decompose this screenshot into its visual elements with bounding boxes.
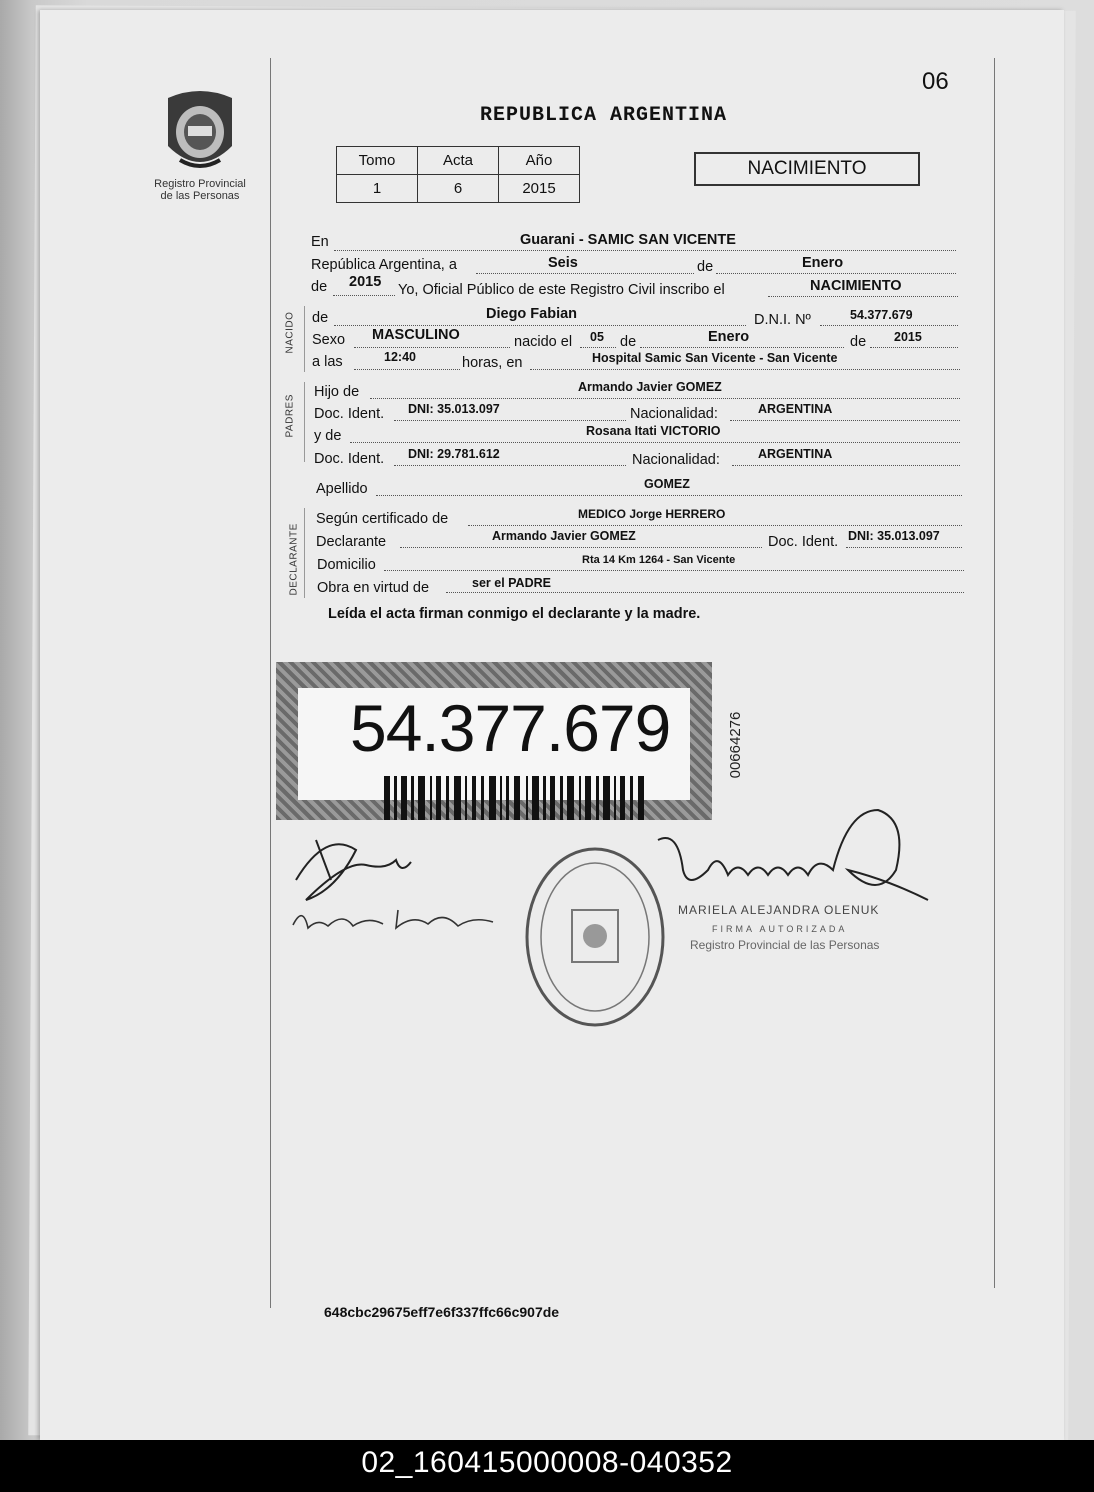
value-mes-nac: Enero — [708, 329, 750, 345]
dotted-line — [468, 525, 962, 526]
value-lugar: Guarani - SAMIC SAN VICENTE — [520, 232, 736, 248]
value-dia-nac: 05 — [590, 330, 604, 344]
label-doc-ident-3: Doc. Ident. — [768, 534, 839, 550]
label-nacionalidad-2: Nacionalidad: — [632, 452, 720, 468]
page-number: 06 — [922, 68, 949, 95]
side-label-padres: PADRES — [284, 394, 296, 438]
dotted-line — [334, 325, 746, 326]
value-anio-nac: 2015 — [894, 330, 922, 344]
label-apellido: Apellido — [316, 481, 368, 497]
label-a-las: a las — [312, 354, 343, 370]
dotted-line — [768, 296, 958, 297]
left-margin-line — [270, 58, 271, 1308]
value-hora: 12:40 — [384, 350, 416, 364]
label-de-mes: de — [697, 259, 714, 275]
label-domicilio: Domicilio — [317, 557, 376, 573]
tomo-header: Tomo — [337, 147, 418, 175]
value-nombre: Diego Fabian — [486, 306, 578, 322]
label-y-de: y de — [314, 428, 342, 444]
label-doc-ident-2: Doc. Ident. — [314, 451, 385, 467]
value-anio: 2015 — [349, 274, 382, 290]
value-madre-nac: ARGENTINA — [758, 447, 833, 461]
value-domicilio: Rta 14 Km 1264 - San Vicente — [582, 554, 736, 566]
acta-type-box: NACIMIENTO — [694, 152, 920, 186]
label-doc-ident-1: Doc. Ident. — [314, 406, 385, 422]
tomo-value: 1 — [337, 175, 418, 203]
label-oficial: Yo, Oficial Público de este Registro Civil inscribo el — [398, 282, 725, 298]
official-office: Registro Provincial de las Personas — [690, 938, 880, 952]
label-de-2: de — [620, 334, 637, 350]
value-madre: Rosana Itati VICTORIO — [586, 424, 721, 438]
closing-statement: Leída el acta firman conmigo el declarante y la madre. — [328, 606, 701, 622]
value-apellido: GOMEZ — [644, 477, 690, 491]
official-role: FIRMA AUTORIZADA — [712, 924, 848, 934]
section-line-padres — [304, 382, 305, 462]
dotted-line — [530, 369, 960, 370]
dotted-line — [446, 592, 964, 593]
dotted-line — [870, 347, 958, 348]
label-nacionalidad-1: Nacionalidad: — [630, 406, 718, 422]
dotted-line — [354, 347, 510, 348]
value-declarante-doc: DNI: 35.013.097 — [848, 529, 940, 543]
dotted-line — [333, 295, 395, 296]
value-padre-doc: DNI: 35.013.097 — [408, 402, 500, 416]
acta-header: Acta — [418, 147, 499, 175]
side-label-nacido: NACIDO — [284, 311, 296, 354]
logo-caption: Registro Provincial de las Personas — [154, 178, 246, 202]
label-republica: República Argentina, a — [311, 257, 457, 273]
dotted-line — [640, 347, 844, 348]
coat-of-arms-icon — [160, 86, 240, 178]
sticker-number: 54.377.679 — [350, 691, 671, 765]
value-padre: Armando Javier GOMEZ — [578, 380, 722, 394]
value-declarante: Armando Javier GOMEZ — [492, 529, 636, 543]
dotted-line — [732, 465, 960, 466]
label-sexo: Sexo — [312, 332, 346, 348]
svg-text:00664276: 00664276 — [726, 711, 744, 779]
dotted-line — [400, 547, 762, 548]
label-de-nombre: de — [312, 310, 329, 326]
value-mes: Enero — [802, 255, 844, 271]
value-dni: 54.377.679 — [850, 308, 913, 322]
mother-signature-icon — [288, 900, 508, 940]
section-line-declarante — [304, 508, 305, 598]
label-nacido: nacido el — [514, 334, 573, 350]
label-obra: Obra en virtud de — [317, 580, 430, 596]
value-dia-letras: Seis — [548, 255, 578, 271]
id-sticker — [276, 662, 712, 820]
dotted-line — [384, 570, 964, 571]
value-padre-nac: ARGENTINA — [758, 402, 833, 416]
official-signature-icon — [648, 800, 938, 910]
label-horas: horas, en — [462, 355, 523, 371]
document-hash: 648cbc29675eff7e6f337ffc66c907de — [324, 1304, 560, 1320]
dotted-line — [716, 273, 956, 274]
dotted-line — [580, 347, 616, 348]
record-table — [336, 146, 580, 203]
value-lugar-nac: Hospital Samic San Vicente - San Vicente — [592, 351, 838, 365]
barcode-icon — [384, 776, 646, 820]
official-name: MARIELA ALEJANDRA OLENUK — [678, 903, 880, 917]
acta-value: 6 — [418, 175, 499, 203]
label-segun: Según certificado de — [316, 511, 449, 527]
value-certificado: MEDICO Jorge HERRERO — [578, 507, 726, 521]
dotted-line — [820, 325, 958, 326]
label-de-year: de — [311, 279, 328, 295]
footer-id: 02_160415000008-040352 — [361, 1446, 733, 1479]
label-hijo-de: Hijo de — [314, 384, 360, 400]
label-en: En — [311, 234, 329, 250]
dotted-line — [334, 250, 956, 251]
document-title: REPUBLICA ARGENTINA — [480, 104, 728, 127]
section-line-nacido — [304, 306, 305, 372]
value-sexo: MASCULINO — [372, 327, 460, 343]
dotted-line — [376, 495, 962, 496]
value-tipo: NACIMIENTO — [810, 278, 902, 294]
side-label-declarante: DECLARANTE — [288, 523, 300, 596]
dotted-line — [846, 547, 962, 548]
dotted-line — [350, 442, 960, 443]
serial-number — [712, 700, 752, 790]
dotted-line — [476, 273, 694, 274]
label-declarante: Declarante — [316, 534, 387, 550]
dotted-line — [394, 420, 626, 421]
dotted-line — [354, 369, 460, 370]
anio-header: Año — [499, 147, 580, 175]
dotted-line — [394, 465, 626, 466]
right-margin-line — [994, 58, 995, 1288]
value-madre-doc: DNI: 29.781.612 — [408, 447, 500, 461]
anio-value: 2015 — [499, 175, 580, 203]
dotted-line — [370, 398, 960, 399]
footer-bar — [0, 1440, 1094, 1492]
label-de-3: de — [850, 334, 867, 350]
value-obra: ser el PADRE — [472, 576, 551, 590]
label-dni: D.N.I. Nº — [754, 312, 811, 328]
dotted-line — [730, 420, 960, 421]
